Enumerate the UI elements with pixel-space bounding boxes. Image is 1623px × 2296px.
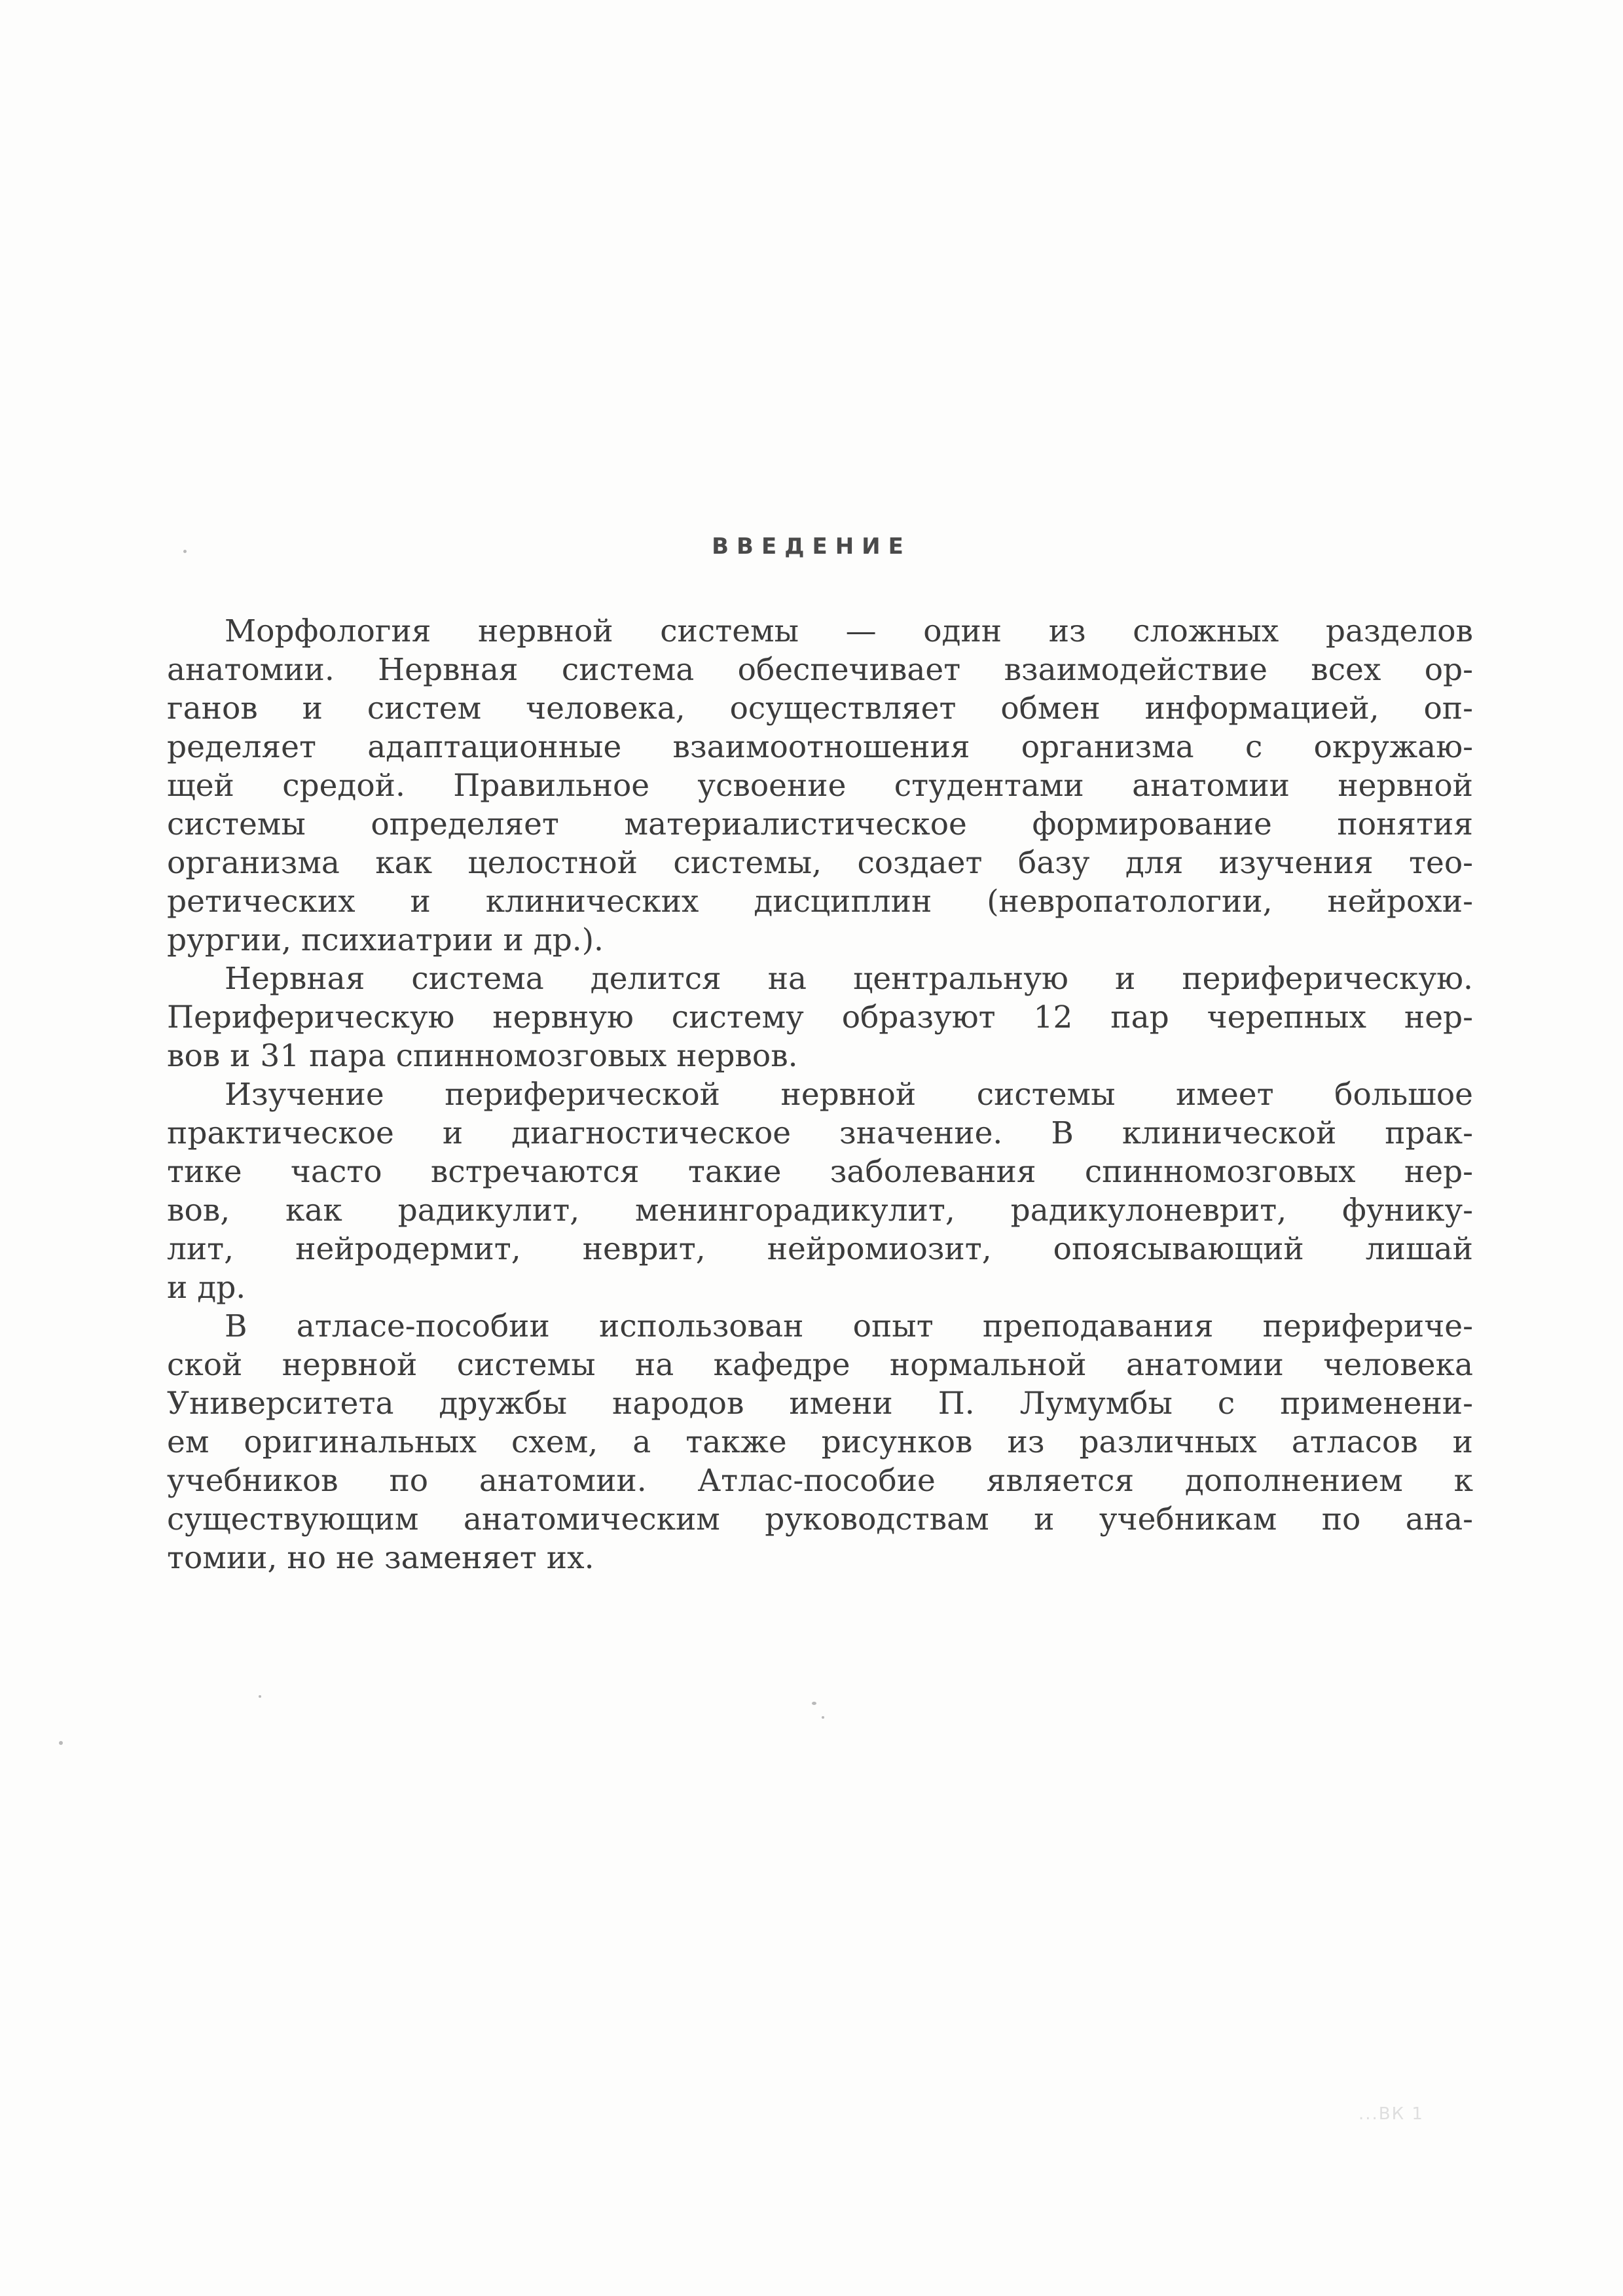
paragraph-2	[167, 960, 1473, 1075]
text-line: рургии, психиатрии и др.).	[167, 922, 604, 958]
text-line: существующим анатомическим руководствам и учебникам по ана-	[167, 1501, 1473, 1537]
text-line: анатомии. Нервная система обеспечивает взаимодействие всех ор-	[167, 652, 1473, 688]
text-line: ской нервной системы на кафедре нормальной анатомии человека	[167, 1347, 1473, 1383]
paragraph-3	[167, 1075, 1473, 1307]
scan-speck	[812, 1702, 816, 1705]
text-line: Изучение периферической нервной системы имеет большое	[225, 1077, 1473, 1113]
text-line: щей средой. Правильное усвоение студентами анатомии нервной	[167, 768, 1473, 804]
text-line: ретических и клинических дисциплин (невропатологии, нейрохи-	[167, 884, 1473, 920]
text-line: практическое и диагностическое значение. В клинической прак-	[167, 1115, 1473, 1151]
paragraph-1	[167, 612, 1473, 960]
text-line: В атласе-пособии использован опыт преподавания перифериче-	[225, 1308, 1473, 1344]
text-line: ганов и систем человека, осуществляет обмен информацией, оп-	[167, 691, 1473, 726]
text-line: ределяет адаптационные взаимоотношения организма с окружаю-	[167, 729, 1473, 765]
text-line: вов, как радикулит, менингорадикулит, радикулоневрит, фунику-	[167, 1193, 1473, 1229]
text-line: Периферическую нервную систему образуют 12 пар черепных нер-	[167, 999, 1473, 1035]
page-title: ВВЕДЕНИЕ	[712, 533, 911, 560]
text-line: системы определяет материалистическое формирование понятия	[167, 806, 1473, 842]
text-line: тике часто встречаются такие заболевания спинномозговых нер-	[167, 1154, 1473, 1190]
text-line: Нервная система делится на центральную и периферическую.	[225, 961, 1473, 997]
text-line: томии, но не заменяет их.	[167, 1540, 594, 1576]
scan-speck	[183, 550, 187, 553]
text-line: Морфология нервной системы — один из сложных разделов	[225, 613, 1473, 649]
text-line: учебников по анатомии. Атлас-пособие является дополнением к	[167, 1463, 1473, 1499]
page-mark: ...ВК 1	[1359, 2104, 1424, 2124]
scan-speck	[59, 1741, 63, 1745]
scan-speck	[822, 1716, 824, 1719]
text-line: лит, нейродермит, неврит, нейромиозит, опоясывающий лишай	[167, 1231, 1473, 1267]
scan-speck	[259, 1695, 261, 1698]
body-text	[167, 612, 1473, 1577]
paragraph-4	[167, 1307, 1473, 1577]
text-line: вов и 31 пара спинномозговых нервов.	[167, 1038, 798, 1074]
text-line: ем оригинальных схем, а также рисунков из различных атласов и	[167, 1424, 1473, 1460]
text-line: Университета дружбы народов имени П. Лумумбы с применени-	[167, 1386, 1473, 1422]
text-line: и др.	[167, 1270, 246, 1306]
text-line: организма как целостной системы, создает базу для изучения тео-	[167, 845, 1473, 881]
